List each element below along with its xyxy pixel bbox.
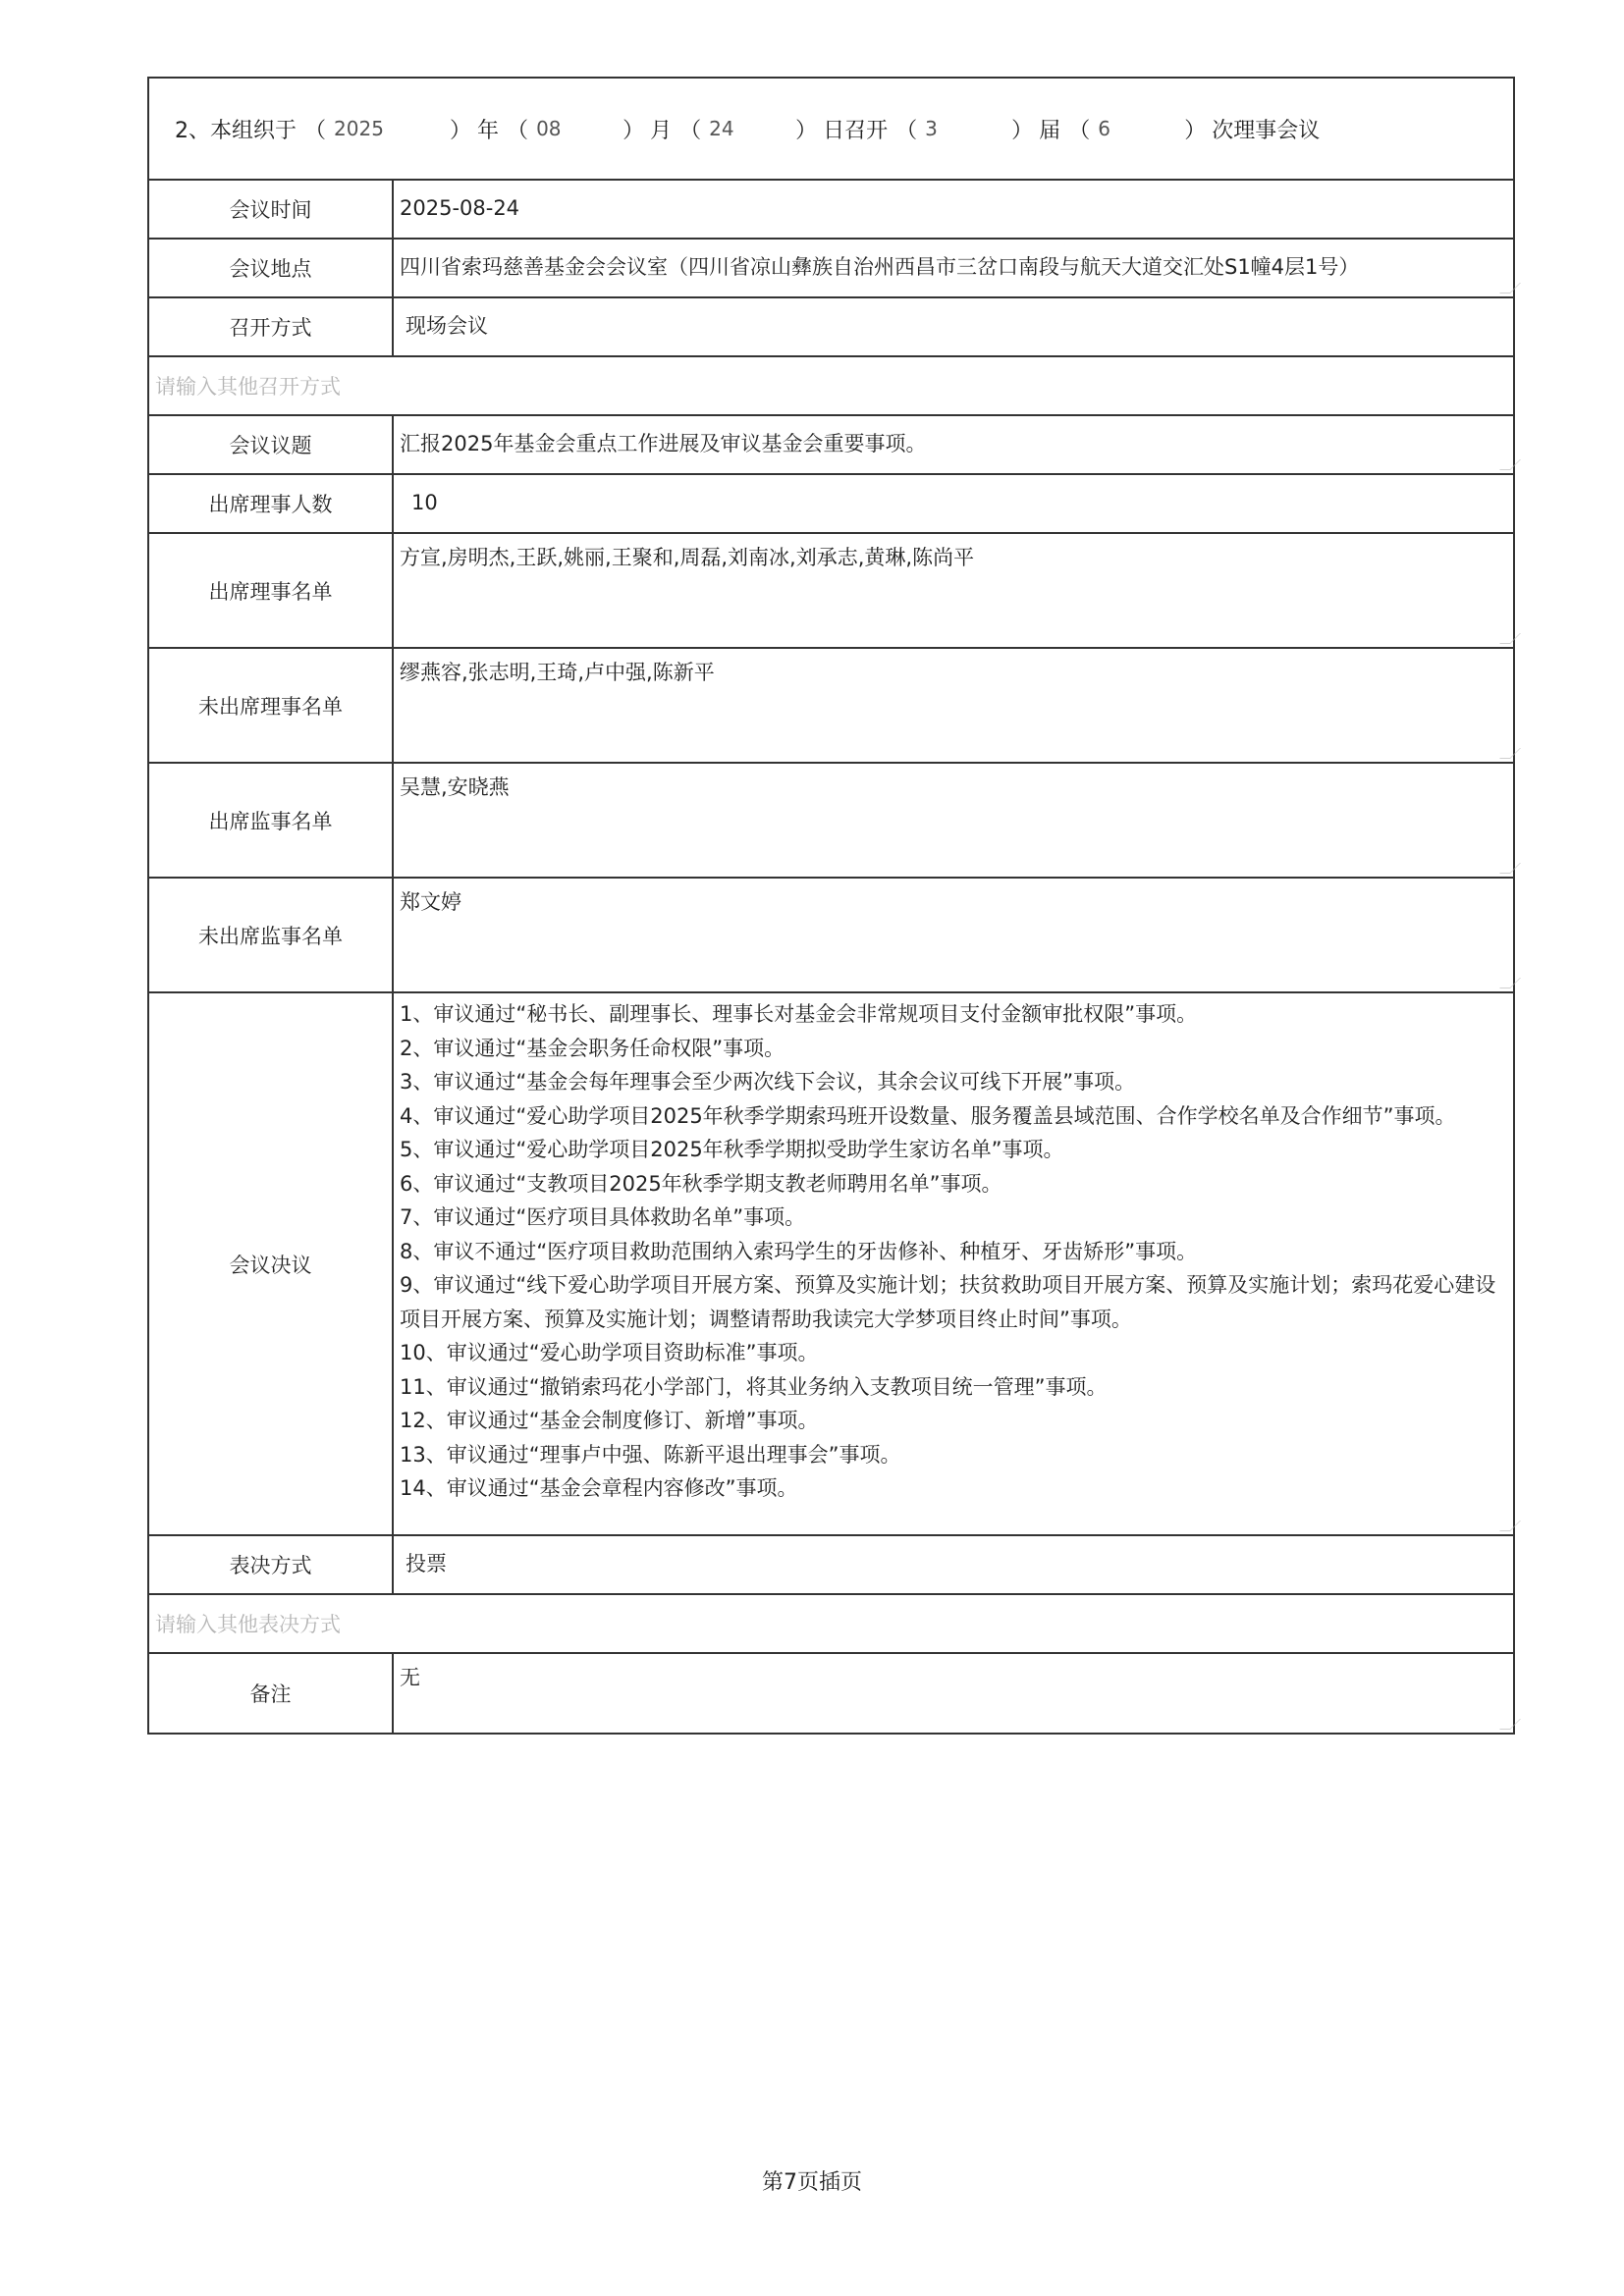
meeting-location-label: 会议地点 <box>149 240 394 296</box>
year-close-paren: ） <box>450 118 472 143</box>
attendee-count-field[interactable]: 10 <box>411 491 438 515</box>
session-field[interactable]: 3 <box>925 117 938 140</box>
header-prefix: 2、本组织于 <box>175 118 297 143</box>
absentees-label: 未出席理事名单 <box>149 649 394 762</box>
row-absent-supervisors <box>149 879 1513 993</box>
absent-supervisors-field[interactable] <box>394 879 1513 991</box>
month-field[interactable]: 08 <box>536 117 562 140</box>
meeting-topic-field[interactable] <box>394 416 1513 473</box>
list-item: 13、审议通过“理事卢中强、陈新平退出理事会”事项。 <box>400 1442 901 1467</box>
year-unit: 年 <box>477 118 500 143</box>
meeting-topic-label: 会议议题 <box>149 416 394 473</box>
attendees-label: 出席理事名单 <box>149 534 394 647</box>
absentees-text: 缪燕容,张志明,王琦,卢中强,陈新平 <box>400 661 715 684</box>
resize-handle-icon[interactable] <box>1499 633 1521 644</box>
month-close-paren: ） <box>623 118 645 143</box>
row-supervisors <box>149 764 1513 879</box>
row-meeting-time <box>149 181 1513 240</box>
list-item: 2、审议通过“基金会职务任命权限”事项。 <box>400 1036 785 1060</box>
day-close-paren: ） <box>795 118 818 143</box>
list-item: 9、审议通过“线下爱心助学项目开展方案、预算及实施计划；扶贫救助项目开展方案、预算及实施计划；索玛花爱心建设项目开展方案、预算及实施计划；调整请帮助我读完大学梦项目终止时间”事项。 <box>400 1273 1496 1331</box>
other-method-input[interactable]: 请输入其他召开方式 <box>149 357 1513 416</box>
row-vote-method <box>149 1536 1513 1595</box>
year-open-paren: （ <box>304 118 327 143</box>
month-unit: 月 <box>650 118 673 143</box>
times-open-paren: （ <box>1068 118 1091 143</box>
list-item: 8、审议不通过“医疗项目救助范围纳入索玛学生的牙齿修补、种植牙、牙齿矫形”事项。 <box>400 1239 1198 1263</box>
list-item: 7、审议通过“医疗项目具体救助名单”事项。 <box>400 1205 806 1229</box>
resolutions-list <box>400 997 1505 1506</box>
vote-method-label: 表决方式 <box>149 1536 394 1593</box>
row-resolutions <box>149 993 1513 1536</box>
list-item: 3、审议通过“基金会每年理事会至少两次线下会议，其余会议可线下开展”事项。 <box>400 1070 1136 1094</box>
day-field[interactable]: 24 <box>709 117 734 140</box>
resize-handle-icon[interactable] <box>1499 1719 1521 1730</box>
meeting-record-form <box>147 77 1515 1735</box>
month-open-paren: （ <box>507 118 529 143</box>
resolutions-field[interactable] <box>394 993 1513 1534</box>
list-item: 12、审议通过“基金会制度修订、新增”事项。 <box>400 1409 819 1432</box>
list-item: 14、审议通过“基金会章程内容修改”事项。 <box>400 1476 798 1500</box>
resize-handle-icon[interactable] <box>1499 459 1521 470</box>
meeting-time-label: 会议时间 <box>149 181 394 238</box>
session-unit: 届 <box>1039 118 1061 143</box>
meeting-method-select[interactable]: 现场会议 <box>406 314 488 339</box>
remarks-label: 备注 <box>149 1654 394 1733</box>
other-vote-method-input[interactable]: 请输入其他表决方式 <box>149 1595 1513 1654</box>
attendee-count-label: 出席理事人数 <box>149 475 394 532</box>
list-item: 6、审议通过“支教项目2025年秋季学期支教老师聘用名单”事项。 <box>400 1171 1002 1196</box>
resize-handle-icon[interactable] <box>1499 283 1521 294</box>
day-unit: 日召开 <box>823 118 889 143</box>
list-item: 1、审议通过“秘书长、副理事长、理事长对基金会非常规项目支付金额审批权限”事项。 <box>400 1002 1198 1026</box>
row-attendees <box>149 534 1513 649</box>
meeting-method-label: 召开方式 <box>149 298 394 355</box>
row-meeting-location <box>149 240 1513 298</box>
meeting-time-field[interactable]: 2025-08-24 <box>400 196 520 221</box>
list-item: 11、审议通过“撤销索玛花小学部门，将其业务纳入支教项目统一管理”事项。 <box>400 1374 1108 1399</box>
resize-handle-icon[interactable] <box>1499 978 1521 988</box>
supervisors-field[interactable] <box>394 764 1513 877</box>
list-item: 5、审议通过“爱心助学项目2025年秋季学期拟受助学生家访名单”事项。 <box>400 1138 1064 1161</box>
session-close-paren: ） <box>1011 118 1034 143</box>
times-field[interactable]: 6 <box>1098 117 1110 140</box>
supervisors-text: 吴慧,安晓燕 <box>400 775 510 799</box>
vote-method-select[interactable]: 投票 <box>406 1552 447 1576</box>
attendees-field[interactable] <box>394 534 1513 647</box>
absent-supervisors-label: 未出席监事名单 <box>149 879 394 991</box>
row-attendee-count <box>149 475 1513 534</box>
list-item: 10、审议通过“爱心助学项目资助标准”事项。 <box>400 1341 819 1364</box>
row-meeting-method <box>149 298 1513 357</box>
times-unit: 次理事会议 <box>1212 118 1321 143</box>
resize-handle-icon[interactable] <box>1499 748 1521 759</box>
list-item: 4、审议通过“爱心助学项目2025年秋季学期索玛班开设数量、服务覆盖县域范围、合作学校名单及合作细节”事项。 <box>400 1103 1456 1128</box>
session-open-paren: （ <box>895 118 918 143</box>
absentees-field[interactable] <box>394 649 1513 762</box>
resize-handle-icon[interactable] <box>1499 863 1521 874</box>
day-open-paren: （ <box>679 118 702 143</box>
page-number: 第7页插页 <box>762 2170 862 2195</box>
meeting-location-field[interactable] <box>394 240 1513 296</box>
resolutions-label: 会议决议 <box>149 993 394 1534</box>
resize-handle-icon[interactable] <box>1499 1521 1521 1531</box>
supervisors-label: 出席监事名单 <box>149 764 394 877</box>
meeting-topic-text: 汇报2025年基金会重点工作进展及审议基金会重要事项。 <box>400 432 927 456</box>
attendees-text: 方宣,房明杰,王跃,姚丽,王聚和,周磊,刘南冰,刘承志,黄琳,陈尚平 <box>400 546 975 569</box>
year-field[interactable]: 2025 <box>334 117 384 140</box>
times-close-paren: ） <box>1184 118 1207 143</box>
remarks-text: 无 <box>400 1666 420 1689</box>
meeting-location-text: 四川省索玛慈善基金会会议室（四川省凉山彝族自治州西昌市三岔口南段与航天大道交汇处S1幢4层1号） <box>400 255 1360 280</box>
absent-supervisors-text: 郑文婷 <box>400 890 461 914</box>
row-meeting-topic <box>149 416 1513 475</box>
remarks-field[interactable] <box>394 1654 1513 1733</box>
row-remarks <box>149 1654 1513 1733</box>
meeting-header-line <box>149 79 1513 181</box>
row-absentees <box>149 649 1513 764</box>
